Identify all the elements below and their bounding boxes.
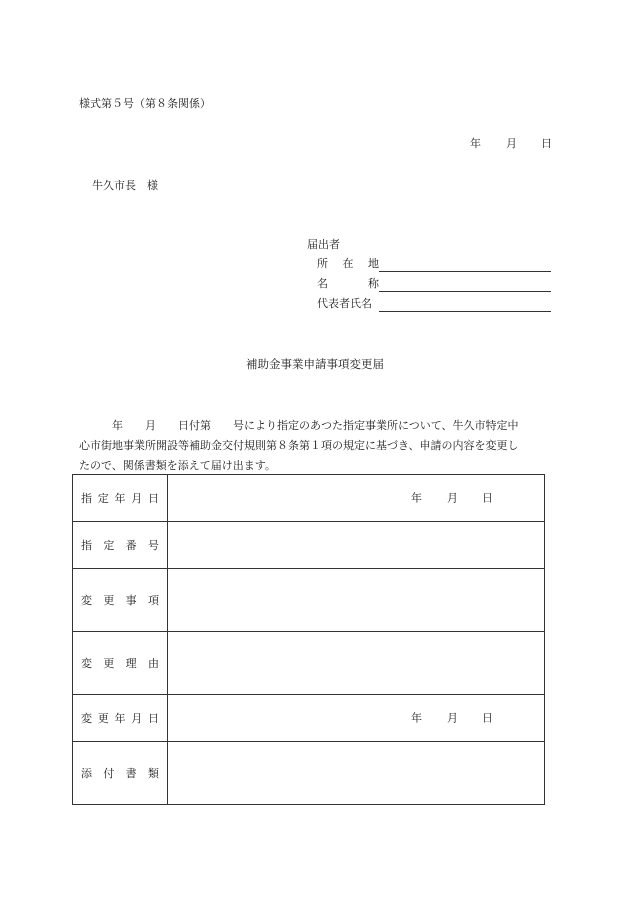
name-input-line[interactable] <box>379 281 551 292</box>
address-label-char: 地 <box>368 257 379 270</box>
month-label: 月 <box>447 711 458 725</box>
attachments-label-cell <box>73 742 168 805</box>
addressee: 牛久市長 様 <box>92 179 158 192</box>
label-char: 年 <box>114 492 126 505</box>
body-paragraph <box>79 416 551 476</box>
table-row <box>73 475 545 522</box>
label-char: 更 <box>103 657 115 670</box>
label-char: 月 <box>131 712 143 725</box>
label-char: 添 <box>81 767 92 780</box>
date-year-label: 年 <box>470 137 481 150</box>
label-char: 番 <box>125 539 137 552</box>
label-char: 定 <box>97 492 109 505</box>
document-title: 補助金事業申請事項変更届 <box>246 357 384 371</box>
table-row <box>73 695 545 742</box>
name-label <box>317 278 379 289</box>
label-char: 変 <box>81 657 92 670</box>
label-char: 月 <box>131 492 143 505</box>
label-char: 変 <box>81 594 92 607</box>
day-label: 日 <box>482 491 493 505</box>
attachments-value-cell[interactable] <box>168 742 545 805</box>
label-char: 定 <box>103 539 115 552</box>
change-reason-value-cell[interactable] <box>168 632 545 695</box>
month-label: 月 <box>447 491 458 505</box>
change-reason-label-cell <box>73 632 168 695</box>
change-items-label-cell <box>73 569 168 632</box>
change-details-table <box>72 474 545 805</box>
change-date-value-cell[interactable] <box>168 695 545 742</box>
name-label-char: 名 <box>317 277 328 290</box>
label-char: 理 <box>125 657 137 670</box>
body-line: 心市街地事業所開設等補助金交付規則第８条第１項の規定に基づき、申請の内容を変更し <box>79 439 519 452</box>
representative-field-row <box>317 298 551 312</box>
label-char: 事 <box>125 594 137 607</box>
body-line: 年 月 日付第 号により指定のあつた指定事業所について、牛久市特定中 <box>79 419 519 432</box>
address-input-line[interactable] <box>379 261 551 272</box>
label-char: 付 <box>103 767 115 780</box>
table-row <box>73 569 545 632</box>
label-char: 更 <box>97 712 109 725</box>
designation-date-value-cell[interactable] <box>168 475 545 522</box>
table-row <box>73 632 545 695</box>
name-field-row <box>317 278 551 292</box>
representative-label: 代表者氏名 <box>317 297 372 310</box>
address-label <box>317 258 379 269</box>
day-label: 日 <box>482 711 493 725</box>
label-char: 年 <box>114 712 126 725</box>
date-day-label: 日 <box>541 137 552 150</box>
table-row <box>73 522 545 569</box>
year-label: 年 <box>411 711 422 725</box>
change-date-label-cell <box>73 695 168 742</box>
address-field-row <box>317 258 551 272</box>
change-items-value-cell[interactable] <box>168 569 545 632</box>
body-line: たので、関係書類を添えて届け出ます。 <box>79 459 276 472</box>
name-label-char: 称 <box>368 277 379 290</box>
label-char: 類 <box>147 767 159 780</box>
representative-input-line[interactable] <box>379 301 551 312</box>
label-char: 指 <box>81 539 92 552</box>
label-char: 号 <box>147 539 159 552</box>
label-char: 書 <box>125 767 137 780</box>
label-char: 日 <box>148 712 159 725</box>
label-char: 日 <box>148 492 159 505</box>
label-char: 変 <box>81 712 92 725</box>
year-label: 年 <box>411 491 422 505</box>
address-label-char: 所 <box>317 257 328 270</box>
date-month-label: 月 <box>506 137 517 150</box>
table-row <box>73 742 545 805</box>
designation-number-value-cell[interactable] <box>168 522 545 569</box>
label-char: 更 <box>103 594 115 607</box>
label-char: 指 <box>81 492 92 505</box>
designation-number-label-cell <box>73 522 168 569</box>
label-char: 項 <box>147 594 159 607</box>
label-char: 由 <box>147 657 159 670</box>
form-number: 様式第５号（第８条関係） <box>79 97 211 110</box>
applicant-heading: 届出者 <box>307 238 340 251</box>
designation-date-label-cell <box>73 475 168 522</box>
address-label-char: 在 <box>342 257 354 270</box>
